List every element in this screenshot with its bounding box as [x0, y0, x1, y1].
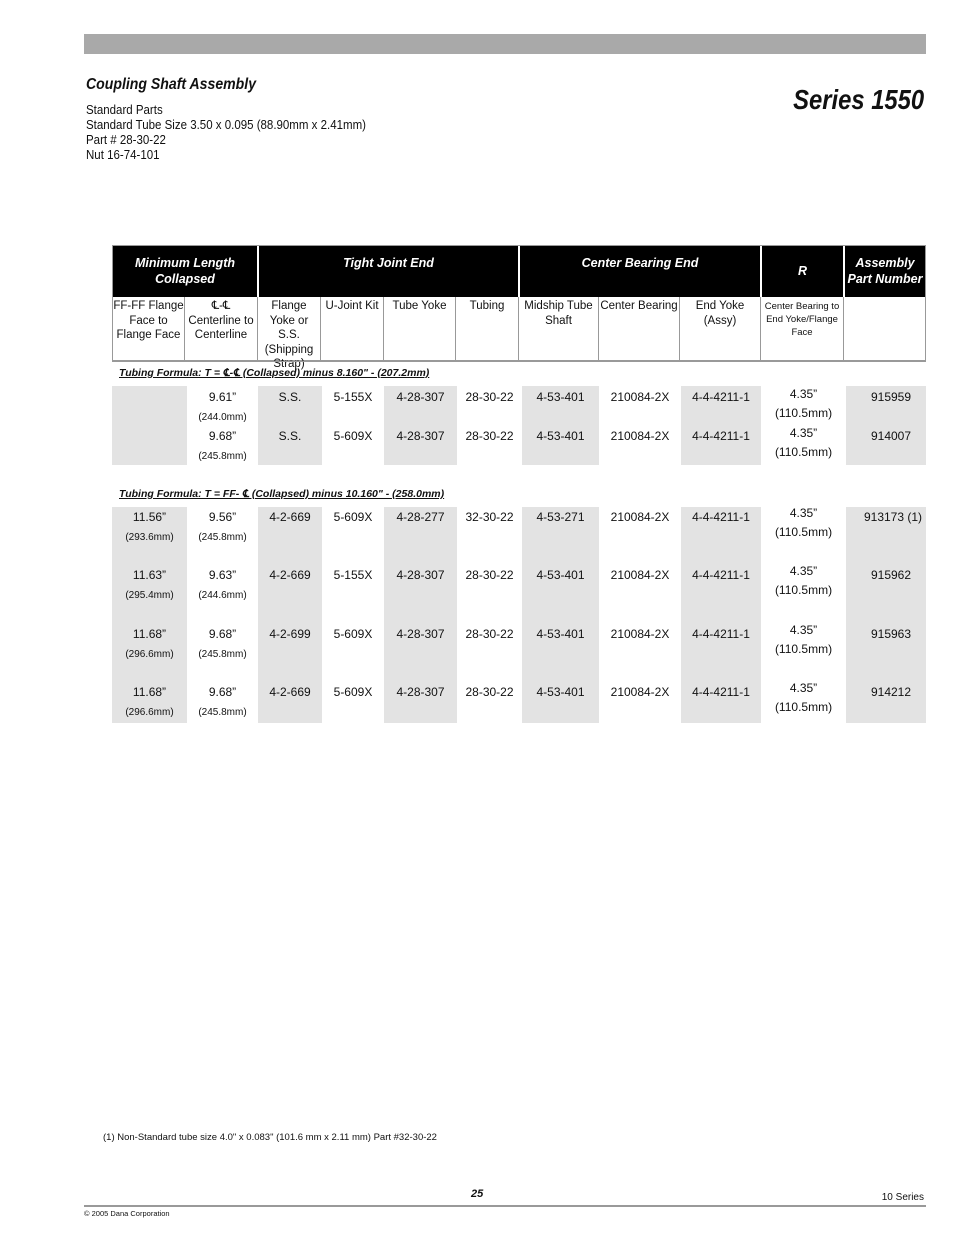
cell-cl-cl: 9.63” (244.6mm) — [198, 568, 247, 601]
cell-flange-yoke: 4-2-669 — [269, 510, 311, 524]
cell-tube-yoke: 4-28-307 — [396, 390, 445, 404]
cell-ujoint: 5-155X — [333, 568, 373, 582]
cell-end-yoke: 4-4-4211-1 — [692, 429, 750, 443]
cell-tubing: 28-30-22 — [465, 685, 514, 699]
cell-center-bearing: 210084-2X — [610, 568, 670, 582]
cell-midship: 4-53-401 — [536, 390, 585, 404]
column-header-midship: Midship Tube Shaft — [519, 297, 599, 361]
shade-column — [112, 386, 187, 465]
cell-flange-yoke: S.S. — [278, 429, 302, 443]
tubing-formula-2: Tubing Formula: T = FF- ℄ (Collapsed) minus 10.160" - (258.0mm) — [119, 488, 445, 500]
cell-midship: 4-53-401 — [536, 685, 585, 699]
cell-tube-yoke: 4-28-307 — [396, 627, 445, 641]
cell-cl-cl: 9.68” (245.8mm) — [198, 685, 247, 718]
cell-ff-ff: 11.68” (296.6mm) — [125, 685, 174, 718]
cell-tubing: 32-30-22 — [465, 510, 514, 524]
cell-cl-cl: 9.56” (245.8mm) — [198, 510, 247, 543]
cell-center-bearing: 210084-2X — [610, 685, 670, 699]
cell-ff-ff: 11.56” (293.6mm) — [125, 510, 174, 543]
column-header-ujoint-kit: U-Joint Kit — [321, 297, 384, 361]
cell-midship: 4-53-401 — [536, 627, 585, 641]
cell-flange-yoke: 4-2-669 — [269, 568, 311, 582]
cell-tube-yoke: 4-28-307 — [396, 685, 445, 699]
cell-tubing: 28-30-22 — [465, 627, 514, 641]
footnote: (1) Non-Standard tube size 4.0" x 0.083" (101.6 mm x 2.11 mm) Part #32-30-22 — [103, 1132, 437, 1143]
info-line: Standard Parts — [86, 103, 163, 117]
column-header-cl-cl: ℄-℄ Centerline to Centerline — [185, 297, 258, 361]
table-header — [112, 245, 926, 370]
cell-ff-ff: 11.68” (296.6mm) — [125, 627, 174, 660]
cell-ujoint: 5-609X — [333, 429, 373, 443]
column-header-flange-yoke: Flange Yoke or S.S. (Shipping Strap) — [258, 297, 321, 361]
column-header-assembly — [844, 297, 926, 361]
cell-end-yoke: 4-4-4211-1 — [692, 685, 750, 699]
group-header-r: R — [762, 245, 843, 297]
column-header-ff-ff: FF-FF Flange Face to Flange Face — [112, 297, 185, 361]
series-title: Series 1550 — [792, 84, 924, 115]
cell-midship: 4-53-401 — [536, 429, 585, 443]
column-header-tube-yoke: Tube Yoke — [384, 297, 456, 361]
column-header-tubing: Tubing — [456, 297, 519, 361]
cell-cl-cl: 9.68” (245.8mm) — [198, 627, 247, 660]
cell-assembly: 914007 — [870, 429, 912, 443]
info-line: Part # 28-30-22 — [86, 133, 166, 147]
cell-ff-ff: 11.63” (295.4mm) — [125, 568, 174, 601]
cell-cl-cl: 9.61” (244.0mm) — [198, 390, 247, 423]
cell-flange-yoke: 4-2-699 — [269, 627, 311, 641]
cell-cl-cl: 9.68” (245.8mm) — [198, 429, 247, 462]
cell-assembly: 915962 — [870, 568, 912, 582]
cell-r: 4.35” (110.5mm) — [774, 506, 833, 539]
cell-flange-yoke: 4-2-669 — [269, 685, 311, 699]
cell-center-bearing: 210084-2X — [610, 510, 670, 524]
cell-assembly: 915963 — [870, 627, 912, 641]
cell-r: 4.35” (110.5mm) — [774, 623, 833, 656]
section-title: Coupling Shaft Assembly — [86, 76, 257, 93]
column-header-end-yoke: End Yoke (Assy) — [680, 297, 761, 361]
cell-flange-yoke: S.S. — [278, 390, 302, 404]
bottom-rule — [84, 1205, 926, 1207]
cell-assembly: 914212 — [870, 685, 912, 699]
cell-ujoint: 5-609X — [333, 510, 373, 524]
info-line: Standard Tube Size 3.50 x 0.095 (88.90mm x 2.41mm) — [86, 118, 366, 132]
cell-end-yoke: 4-4-4211-1 — [692, 568, 750, 582]
cell-ujoint: 5-155X — [333, 390, 373, 404]
cell-midship: 4-53-401 — [536, 568, 585, 582]
cell-ujoint: 5-609X — [333, 627, 373, 641]
series-label: 10 Series — [881, 1192, 924, 1203]
cell-midship: 4-53-271 — [536, 510, 585, 524]
group-header-center-bearing: Center Bearing End — [520, 245, 760, 297]
cell-assembly: 915959 — [870, 390, 912, 404]
cell-r: 4.35” (110.5mm) — [774, 426, 833, 459]
cell-tubing: 28-30-22 — [465, 390, 514, 404]
info-line: Nut 16-74-101 — [86, 148, 160, 162]
group-header-tight-joint: Tight Joint End — [259, 245, 518, 297]
cell-end-yoke: 4-4-4211-1 — [692, 390, 750, 404]
cell-tube-yoke: 4-28-277 — [396, 510, 445, 524]
page-number: 25 — [471, 1188, 484, 1200]
group-header-assembly: Assembly Part Number — [845, 245, 925, 297]
cell-center-bearing: 210084-2X — [610, 429, 670, 443]
copyright: © 2005 Dana Corporation — [84, 1209, 170, 1218]
cell-tubing: 28-30-22 — [465, 429, 514, 443]
group-header-min-length: Minimum Length Collapsed — [113, 245, 257, 297]
column-header-center-bearing: Center Bearing — [599, 297, 680, 361]
cell-r: 4.35” (110.5mm) — [774, 564, 833, 597]
cell-tube-yoke: 4-28-307 — [396, 568, 445, 582]
cell-center-bearing: 210084-2X — [610, 390, 670, 404]
cell-ujoint: 5-609X — [333, 685, 373, 699]
cell-tube-yoke: 4-28-307 — [396, 429, 445, 443]
cell-center-bearing: 210084-2X — [610, 627, 670, 641]
cell-r: 4.35” (110.5mm) — [774, 681, 833, 714]
cell-end-yoke: 4-4-4211-1 — [692, 627, 750, 641]
cell-tubing: 28-30-22 — [465, 568, 514, 582]
cell-assembly: 913173 (1) — [863, 510, 923, 524]
tubing-formula-1: Tubing Formula: T = ℄-℄ (Collapsed) minus 8.160" - (207.2mm) — [119, 367, 430, 379]
column-header-r-desc: Center Bearing to End Yoke/Flange Face — [761, 297, 844, 361]
standard-parts-info — [86, 103, 390, 163]
cell-end-yoke: 4-4-4211-1 — [692, 510, 750, 524]
cell-r: 4.35” (110.5mm) — [774, 387, 833, 420]
top-rule — [84, 34, 926, 54]
